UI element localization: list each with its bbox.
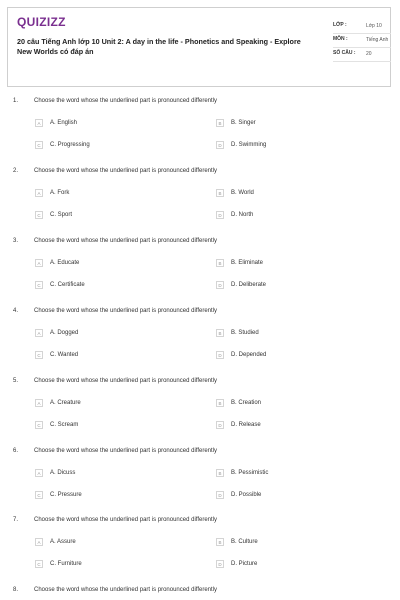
- option-a[interactable]: [35, 188, 69, 198]
- option-label: B. Culture: [231, 539, 258, 545]
- option-letter-box: D: [216, 560, 224, 568]
- question-number: 1.: [13, 98, 19, 104]
- option-a[interactable]: [35, 468, 75, 478]
- option-b[interactable]: [216, 398, 261, 408]
- meta-value: Tiếng Anh: [366, 37, 389, 43]
- option-letter-box: D: [216, 491, 224, 499]
- option-letter-box: D: [216, 211, 224, 219]
- option-label: B. Eliminate: [231, 260, 264, 266]
- question-3: [0, 238, 400, 308]
- option-label: C. Wanted: [50, 352, 79, 358]
- meta-value: Lớp 10: [366, 23, 382, 29]
- option-b[interactable]: [216, 118, 256, 128]
- option-letter-box: C: [35, 281, 43, 289]
- option-letter-box: A: [35, 189, 43, 197]
- question-number: 7.: [13, 517, 19, 523]
- option-letter-box: C: [35, 560, 43, 568]
- option-label: A. Dicuss: [50, 470, 76, 476]
- option-letter-box: D: [216, 351, 224, 359]
- option-letter-box: A: [35, 119, 43, 127]
- option-letter-box: A: [35, 469, 43, 477]
- quizizz-logo: QUIZIZZ: [17, 15, 66, 29]
- option-label: D. Swimming: [231, 142, 267, 148]
- option-letter-box: C: [35, 211, 43, 219]
- option-b[interactable]: [216, 537, 258, 547]
- option-label: D. Possible: [231, 492, 262, 498]
- option-label: A. English: [50, 120, 78, 126]
- option-b[interactable]: [216, 188, 254, 198]
- option-c[interactable]: [35, 420, 78, 430]
- option-letter-box: B: [216, 329, 224, 337]
- option-letter-box: D: [216, 141, 224, 149]
- question-text: Choose the word whose the underlined part is pronounced differently: [34, 448, 218, 454]
- option-a[interactable]: [35, 328, 78, 338]
- option-b[interactable]: [216, 258, 263, 268]
- option-label: B. Pessimistic: [231, 470, 269, 476]
- question-1: [0, 98, 400, 168]
- option-letter-box: A: [35, 259, 43, 267]
- meta-row-class: [333, 20, 391, 34]
- option-c[interactable]: [35, 350, 78, 360]
- question-text: Choose the word whose the underlined part is pronounced differently: [34, 168, 218, 174]
- option-label: D. North: [231, 212, 254, 218]
- option-letter-box: B: [216, 189, 224, 197]
- option-label: C. Scream: [50, 422, 79, 428]
- meta-label: SỐ CÂU :: [333, 50, 356, 56]
- option-label: C. Certificate: [50, 282, 85, 288]
- option-d[interactable]: [216, 280, 266, 290]
- question-text: Choose the word whose the underlined part is pronounced differently: [34, 587, 218, 593]
- option-b[interactable]: [216, 328, 259, 338]
- option-label: A. Educate: [50, 260, 80, 266]
- option-letter-box: D: [216, 281, 224, 289]
- option-letter-box: C: [35, 351, 43, 359]
- option-letter-box: D: [216, 421, 224, 429]
- option-label: D. Release: [231, 422, 261, 428]
- option-letter-box: A: [35, 399, 43, 407]
- question-number: 8.: [13, 587, 19, 593]
- question-2: [0, 168, 400, 238]
- option-label: C. Progressing: [50, 142, 90, 148]
- option-label: D. Deliberate: [231, 282, 267, 288]
- option-d[interactable]: [216, 140, 266, 150]
- option-label: D. Picture: [231, 561, 258, 567]
- question-number: 2.: [13, 168, 19, 174]
- option-letter-box: C: [35, 421, 43, 429]
- option-d[interactable]: [216, 350, 266, 360]
- option-label: A. Assure: [50, 539, 76, 545]
- option-label: C. Pressure: [50, 492, 82, 498]
- option-label: C. Furniture: [50, 561, 82, 567]
- option-d[interactable]: [216, 420, 261, 430]
- option-a[interactable]: [35, 537, 76, 547]
- worksheet-title: 20 câu Tiếng Anh lớp 10 Unit 2: A day in the life - Phonetics and Speaking - Explore New Worlds có đáp án: [17, 37, 301, 56]
- option-d[interactable]: [216, 210, 253, 220]
- option-c[interactable]: [35, 490, 82, 500]
- option-a[interactable]: [35, 258, 79, 268]
- option-b[interactable]: [216, 468, 268, 478]
- option-d[interactable]: [216, 490, 261, 500]
- question-6: [0, 448, 400, 518]
- option-a[interactable]: [35, 118, 77, 128]
- option-label: D. Depended: [231, 352, 267, 358]
- option-c[interactable]: [35, 280, 85, 290]
- question-4: [0, 308, 400, 378]
- option-letter-box: A: [35, 538, 43, 546]
- option-letter-box: A: [35, 329, 43, 337]
- option-letter-box: C: [35, 141, 43, 149]
- meta-row-count: [333, 48, 391, 62]
- question-8: [0, 587, 400, 600]
- worksheet-header: [7, 7, 391, 87]
- question-text: Choose the word whose the underlined part is pronounced differently: [34, 378, 218, 384]
- question-number: 5.: [13, 378, 19, 384]
- option-a[interactable]: [35, 398, 81, 408]
- question-5: [0, 378, 400, 448]
- question-7: [0, 517, 400, 587]
- option-letter-box: B: [216, 119, 224, 127]
- meta-value: 20: [366, 51, 372, 57]
- meta-label: MÔN :: [333, 36, 348, 42]
- option-label: B. Singer: [231, 120, 256, 126]
- option-letter-box: B: [216, 259, 224, 267]
- meta-table: [333, 20, 391, 62]
- meta-label: LỚP :: [333, 22, 347, 28]
- question-number: 4.: [13, 308, 19, 314]
- option-letter-box: B: [216, 399, 224, 407]
- question-text: Choose the word whose the underlined part is pronounced differently: [34, 238, 218, 244]
- option-c[interactable]: [35, 140, 90, 150]
- option-label: A. Dogged: [50, 330, 79, 336]
- option-label: B. Studied: [231, 330, 259, 336]
- option-label: B. World: [231, 190, 254, 196]
- question-number: 3.: [13, 238, 19, 244]
- option-label: A. Creature: [50, 400, 81, 406]
- option-d[interactable]: [216, 559, 257, 569]
- option-letter-box: B: [216, 538, 224, 546]
- option-letter-box: C: [35, 491, 43, 499]
- option-label: C. Sport: [50, 212, 73, 218]
- option-label: A. Fork: [50, 190, 70, 196]
- question-text: Choose the word whose the underlined part is pronounced differently: [34, 98, 218, 104]
- question-text: Choose the word whose the underlined part is pronounced differently: [34, 517, 218, 523]
- option-c[interactable]: [35, 210, 72, 220]
- meta-row-subject: [333, 34, 391, 48]
- option-label: B. Creation: [231, 400, 262, 406]
- option-letter-box: B: [216, 469, 224, 477]
- question-number: 6.: [13, 448, 19, 454]
- question-text: Choose the word whose the underlined part is pronounced differently: [34, 308, 218, 314]
- option-c[interactable]: [35, 559, 82, 569]
